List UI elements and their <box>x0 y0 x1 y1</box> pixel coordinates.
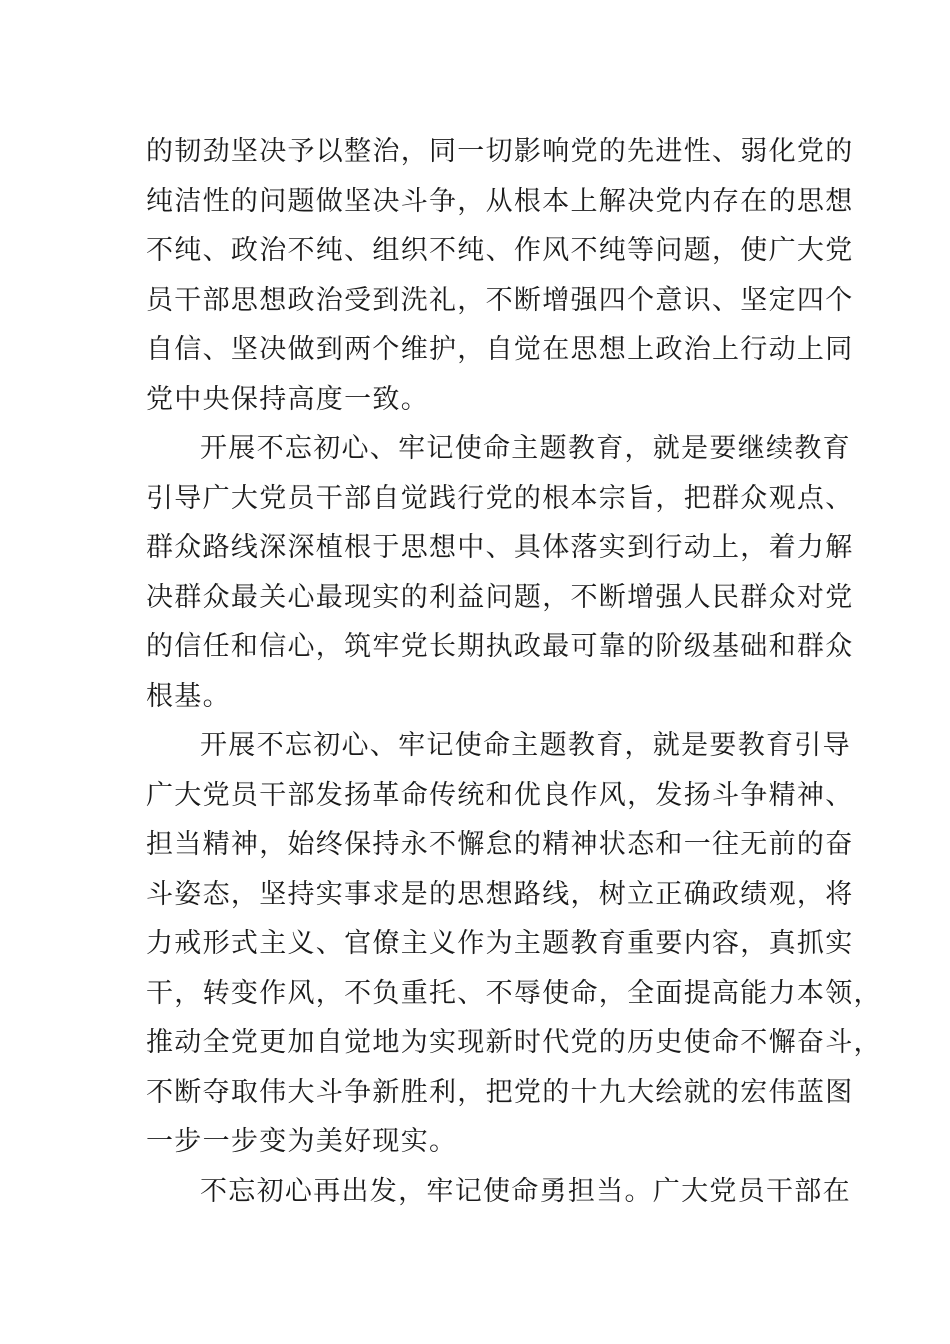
text-line: 的韧劲坚决予以整治，同一切影响党的先进性、弱化党的 <box>146 136 854 167</box>
paragraph <box>146 721 882 1167</box>
text-line: 不断夺取伟大斗争新胜利，把党的十九大绘就的宏伟蓝图 <box>146 1076 854 1108</box>
text-line: 担当精神，始终保持永不懈怠的精神状态和一往无前的奋 <box>146 829 854 860</box>
text-line: 开展不忘初心、牢记使命主题教育，就是要教育引导 <box>200 730 851 761</box>
text-line: 引导广大党员干部自觉践行党的根本宗旨，把群众观点、 <box>146 482 854 514</box>
paragraph <box>146 127 854 424</box>
text-line: 一步一步变为美好现实。 <box>146 1126 458 1157</box>
text-line: 根基。 <box>146 680 231 712</box>
paragraph <box>146 1167 851 1217</box>
text-line: 员干部思想政治受到洗礼，不断增强四个意识、坚定四个 <box>146 284 854 316</box>
text-line: 广大党员干部发扬革命传统和优良作风，发扬斗争精神、 <box>146 779 854 811</box>
text-line: 斗姿态，坚持实事求是的思想路线，树立正确政绩观，将 <box>146 878 854 910</box>
body-text <box>146 127 882 1216</box>
text-line: 决群众最关心最现实的利益问题，不断增强人民群众对党 <box>146 581 854 613</box>
text-line: 的信任和信心，筑牢党长期执政最可靠的阶级基础和群众 <box>146 631 854 662</box>
text-line: 不忘初心再出发，牢记使命勇担当。广大党员干部在 <box>200 1175 851 1207</box>
text-line: 自信、坚决做到两个维护，自觉在思想上政治上行动上同 <box>146 334 854 365</box>
paragraph <box>146 424 854 721</box>
text-line: 党中央保持高度一致。 <box>146 383 429 415</box>
text-line: 不纯、政治不纯、组织不纯、作风不纯等问题，使广大党 <box>146 235 854 266</box>
text-line: 干，转变作风，不负重托、不辱使命，全面提高能力本领， <box>146 977 882 1009</box>
text-line: 开展不忘初心、牢记使命主题教育，就是要继续教育 <box>200 433 851 464</box>
text-line: 纯洁性的问题做坚决斗争，从根本上解决党内存在的思想 <box>146 185 854 217</box>
text-line: 力戒形式主义、官僚主义作为主题教育重要内容，真抓实 <box>146 928 854 959</box>
text-line: 推动全党更加自觉地为实现新时代党的历史使命不懈奋斗， <box>146 1027 882 1058</box>
text-line: 群众路线深深植根于思想中、具体落实到行动上，着力解 <box>146 532 854 563</box>
